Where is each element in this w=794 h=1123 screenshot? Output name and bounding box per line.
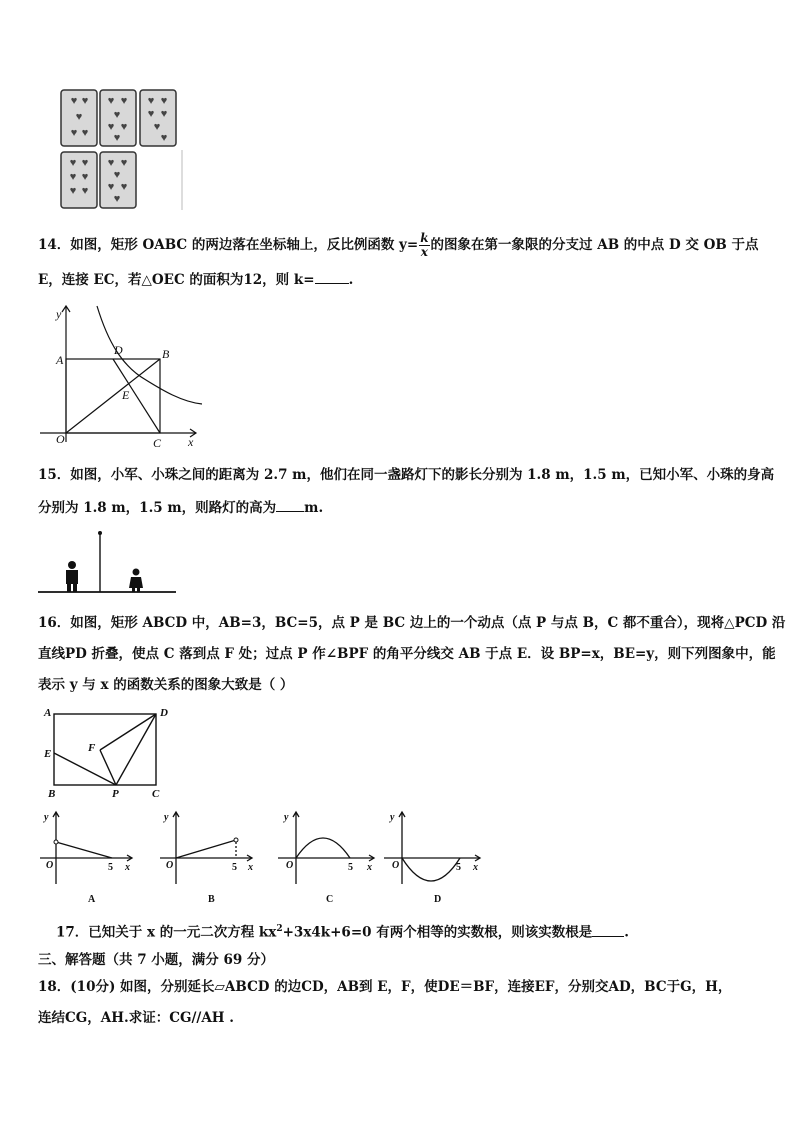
svg-text:♥: ♥ — [147, 108, 155, 120]
svg-text:♥: ♥ — [120, 95, 128, 107]
graph-option-c — [274, 806, 378, 908]
q14-figure — [36, 302, 206, 450]
fig14-label-A: A — [56, 353, 64, 367]
playing-cards-figure — [56, 86, 186, 214]
svg-text:♥: ♥ — [113, 169, 121, 181]
graph-option-d — [380, 806, 484, 908]
svg-text:♥: ♥ — [75, 111, 83, 123]
graph-b-x: x — [248, 862, 253, 873]
fig16-label-B: B — [48, 788, 56, 800]
fig14-label-B: B — [162, 347, 170, 361]
answer-blank — [276, 499, 304, 512]
fig16-label-A: A — [44, 707, 52, 719]
graph-d-origin: O — [392, 860, 400, 871]
svg-text:♥: ♥ — [81, 95, 89, 107]
svg-text:♥: ♥ — [107, 157, 115, 169]
q17-text-b: +3x4k+6=0 有两个相等的实数根，则该实数根是 — [282, 924, 593, 941]
q14-line2 — [38, 270, 353, 290]
svg-text:♥: ♥ — [81, 127, 89, 139]
section-heading: 三、解答题（共 7 小题，满分 69 分） — [38, 952, 274, 968]
fig16-label-P: P — [112, 788, 119, 800]
svg-text:♥: ♥ — [160, 108, 168, 120]
graph-d-option: D — [434, 894, 442, 905]
q15-line1: 15．如图，小军、小珠之间的距离为 2.7 m，他们在同一盏路灯下的影长分别为 1.8 m，1.5 m，已知小军、小珠的身高 — [38, 467, 775, 483]
graph-b-tick: 5 — [232, 862, 237, 873]
graph-a-y: y — [44, 812, 49, 823]
answer-blank — [315, 271, 349, 284]
graph-d-x: x — [473, 862, 478, 873]
graph-c-option: C — [326, 894, 334, 905]
graph-c-x: x — [367, 862, 372, 873]
svg-text:♥: ♥ — [69, 157, 77, 169]
q14-frac-den: x — [420, 245, 428, 259]
svg-text:♥: ♥ — [120, 181, 128, 193]
q14-fraction — [419, 232, 429, 259]
fig14-label-O: O — [56, 432, 65, 446]
fig14-label-D: D — [114, 343, 123, 357]
svg-text:♥: ♥ — [81, 157, 89, 169]
graph-option-a — [36, 806, 136, 908]
svg-text:♥: ♥ — [69, 171, 77, 183]
q15-line2 — [38, 498, 323, 518]
svg-text:♥: ♥ — [153, 121, 161, 133]
svg-text:♥: ♥ — [107, 95, 115, 107]
graph-d-y: y — [390, 812, 395, 823]
q14-line1 — [38, 232, 758, 259]
q17-line — [56, 919, 629, 943]
fig14-label-E: E — [122, 388, 130, 402]
svg-text:♥: ♥ — [113, 193, 121, 205]
graph-a-option: A — [88, 894, 96, 905]
q15-text-b: m. — [304, 500, 324, 516]
q14-text-d: . — [348, 272, 354, 288]
q14-text-b: 的图象在第一象限的分支过 AB 的中点 D 交 OB 于点 — [430, 237, 759, 253]
q17-text-c: . — [624, 924, 629, 941]
svg-text:♥: ♥ — [70, 95, 78, 107]
graph-b-origin: O — [166, 860, 174, 871]
q18-line2: 连结CG，AH.求证：CG//AH . — [38, 1010, 234, 1026]
fig14-label-C: C — [153, 436, 162, 450]
svg-text:♥: ♥ — [69, 185, 77, 197]
svg-text:♥: ♥ — [113, 109, 121, 121]
graph-option-b — [156, 806, 256, 908]
svg-text:♥: ♥ — [70, 127, 78, 139]
q18-line1: 18．(10分) 如图，分别延长▱ABCD 的边CD，AB到 E，F，使DE＝BF，连接EF，分别交AD，BC于G，H， — [38, 979, 732, 995]
q16-line2: 直线PD 折叠，使点 C 落到点 F 处；过点 P 作∠BPF 的角平分线交 AB 于点 E．设 BP=x，BE=y，则下列图象中，能 — [38, 646, 776, 662]
svg-text:♥: ♥ — [107, 121, 115, 133]
graph-a-tick: 5 — [108, 862, 113, 873]
fig14-label-x: x — [188, 435, 194, 449]
fig16-label-C: C — [152, 788, 160, 800]
q14-text-a: 14．如图，矩形 OABC 的两边落在坐标轴上，反比例函数 y= — [38, 237, 419, 253]
q15-text-a: 分别为 1.8 m，1.5 m，则路灯的高为 — [38, 500, 277, 516]
graph-a-origin: O — [46, 860, 54, 871]
svg-text:♥: ♥ — [160, 95, 168, 107]
svg-text:♥: ♥ — [81, 185, 89, 197]
q14-frac-num: k — [420, 231, 429, 245]
svg-text:♥: ♥ — [81, 171, 89, 183]
graph-c-y: y — [284, 812, 289, 823]
q16-rect-figure — [40, 704, 180, 800]
fig16-label-F: F — [88, 742, 96, 754]
graph-c-tick: 5 — [348, 862, 353, 873]
graph-d-tick: 5 — [456, 862, 461, 873]
graph-b-y: y — [164, 812, 169, 823]
q15-figure — [36, 528, 178, 598]
svg-text:♥: ♥ — [160, 132, 168, 144]
q14-text-c: E，连接 EC，若△OEC 的面积为12，则 k= — [38, 272, 315, 288]
svg-text:♥: ♥ — [120, 121, 128, 133]
q16-line3: 表示 y 与 x 的函数关系的图象大致是（ ） — [38, 677, 294, 693]
svg-text:♥: ♥ — [120, 157, 128, 169]
fig14-label-y: y — [56, 307, 62, 321]
graph-c-origin: O — [286, 860, 294, 871]
fig16-label-E: E — [44, 748, 52, 760]
answer-blank — [592, 924, 624, 937]
fig16-label-D: D — [160, 707, 168, 719]
q17-text-a: 17．已知关于 x 的一元二次方程 kx — [56, 924, 277, 941]
q16-line1: 16．如图，矩形 ABCD 中，AB=3，BC=5，点 P 是 BC 边上的一个动点（点 P 与点 B，C 都不重合），现将△PCD 沿 — [38, 615, 786, 631]
graph-a-x: x — [125, 862, 130, 873]
svg-text:♥: ♥ — [107, 181, 115, 193]
q17-superscript: 2 — [276, 924, 283, 934]
svg-text:♥: ♥ — [147, 95, 155, 107]
graph-b-option: B — [208, 894, 215, 905]
svg-text:♥: ♥ — [113, 132, 121, 144]
